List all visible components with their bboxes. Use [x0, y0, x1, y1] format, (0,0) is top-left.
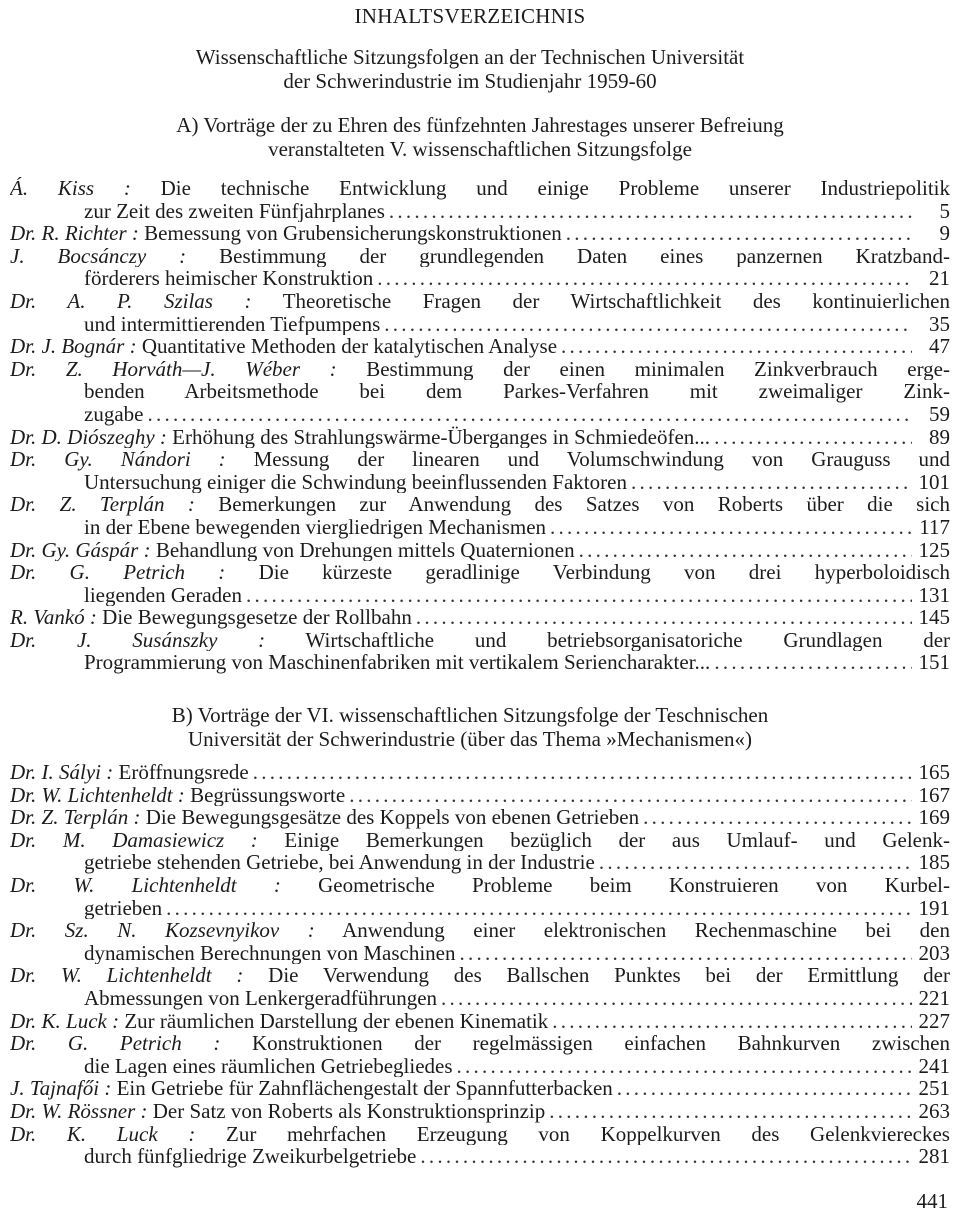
dot-leader — [552, 1010, 912, 1033]
toc-page-number: 263 — [918, 1099, 950, 1123]
toc-entry-text: Die technische Entwicklung und einige Probleme unserer Industriepolitik — [160, 177, 950, 200]
toc-entry-text: Die Verwendung des Ballschen Punktes bei der Ermittlung der — [268, 964, 950, 987]
toc-page-number: 191 — [918, 896, 950, 920]
dot-leader — [416, 606, 912, 629]
subtitle-line: Wissenschaftliche Sitzungsfolgen an der Technischen Universität — [195, 45, 745, 69]
dot-leader — [389, 200, 912, 223]
toc-entry-line — [10, 919, 950, 942]
toc-entry — [10, 335, 950, 358]
dot-leader — [166, 897, 912, 920]
toc-entry-text: Bemerkungen zur Anwendung des Satzes von Roberts über die sich — [218, 493, 950, 516]
toc-page-number: 59 — [929, 402, 950, 426]
toc-entry-line — [10, 1100, 950, 1123]
toc-author: Dr. Sz. N. Kozsevnyikov : — [10, 919, 315, 942]
toc-entry — [10, 1032, 950, 1077]
dot-leader — [550, 516, 912, 539]
toc-entry-text: Quantitative Methoden der katalytischen Analyse — [141, 335, 558, 358]
page-number: 441 — [916, 1189, 948, 1213]
toc-author: Á. Kiss : — [10, 177, 131, 200]
toc-entry-line — [10, 177, 950, 200]
section-heading-line: A) Vorträge der zu Ehren des fünfzehnten Jahrestages unserer Befreiung — [176, 113, 784, 137]
toc-entry-text-wrap — [84, 1055, 453, 1078]
toc-entry — [10, 1010, 950, 1033]
toc-entry — [10, 919, 950, 964]
toc-entry-line — [10, 761, 950, 784]
toc-entry-text-wrap — [84, 987, 437, 1010]
toc-author: J. Tajnafői : — [10, 1077, 112, 1100]
dot-leader — [377, 267, 912, 290]
section-b-heading — [0, 703, 950, 751]
dot-leader — [631, 471, 912, 494]
toc-entry-text: liegenden Geraden — [84, 583, 243, 607]
toc-page-number: 165 — [918, 761, 950, 784]
toc-entry-line — [10, 471, 950, 494]
toc-entry-text: Die Bewegungsgesetze der Rollbahn — [102, 606, 412, 629]
toc-page-number: 169 — [918, 806, 950, 829]
toc-entry-line — [10, 651, 950, 674]
toc-author: Dr. M. Damasiewicz : — [10, 828, 258, 852]
toc-author: Dr. Z. Terplán : — [10, 493, 195, 516]
toc-entry-text: Zur räumlichen Darstellung der ebenen Kinematik — [124, 1009, 549, 1033]
toc-entry — [10, 1100, 950, 1123]
toc-entry-text: Theoretische Fragen der Wirtschaftlichkeit des kontinuierlichen — [282, 289, 950, 313]
toc-author: Dr. I. Sályi : — [10, 761, 114, 784]
toc-page-number: 281 — [918, 1145, 950, 1168]
dot-leader — [643, 806, 912, 829]
toc-entry-text-wrap — [10, 761, 249, 784]
toc-entry-text-wrap — [84, 651, 710, 674]
toc-page-number: 35 — [929, 312, 950, 336]
toc-entry-text: getriebe stehenden Getriebe, bei Anwendung in der Industrie — [84, 851, 595, 874]
toc-entry-line — [10, 561, 950, 584]
toc-author: Dr. G. Petrich : — [10, 1032, 221, 1055]
toc-entry-line — [10, 851, 950, 874]
toc-entry-text: Einige Bemerkungen bezüglich der aus Umlauf- und Gelenk- — [284, 828, 950, 852]
toc-entry-line — [10, 1077, 950, 1100]
toc-entry-text: Die Bewegungsgesätze des Koppels von ebenen Getrieben — [145, 806, 640, 829]
toc-entry-line — [10, 426, 950, 449]
toc-entry-line — [10, 987, 950, 1010]
section-heading-line: B) Vorträge der VI. wissenschaftlichen Sitzungsfolge der Teschnischen — [171, 703, 769, 727]
toc-entry-text-wrap — [10, 784, 345, 807]
toc-page-number: 5 — [939, 199, 950, 223]
toc-entry-text: Programmierung von Maschinenfabriken mit vertikalem Seriencharakter... — [84, 651, 711, 675]
toc-entry-line — [10, 1123, 950, 1146]
toc-entry — [10, 561, 950, 606]
subtitle-line: der Schwerindustrie im Studienjahr 1959-60 — [283, 69, 657, 93]
toc-entry-text-wrap — [10, 222, 562, 245]
toc-entry — [10, 539, 950, 562]
dot-leader — [566, 222, 912, 245]
dot-leader — [579, 539, 912, 562]
toc-entry-line — [10, 1145, 950, 1168]
toc-page-number: 151 — [918, 651, 950, 675]
toc-entry-text-wrap — [84, 267, 373, 290]
dot-leader — [441, 987, 912, 1010]
toc-page-number: 125 — [918, 538, 950, 562]
toc-author: J. Bocsánczy : — [10, 244, 187, 268]
toc-author: Dr. W. Rössner : — [10, 1099, 148, 1123]
toc-entry-text-wrap — [10, 806, 639, 829]
toc-entry-text: Der Satz von Roberts als Konstruktionsprinzip — [152, 1099, 546, 1123]
dot-leader — [459, 942, 912, 965]
toc-page-number: 167 — [918, 783, 950, 807]
toc-entry — [10, 222, 950, 245]
toc-entry — [10, 874, 950, 919]
toc-page-number: 47 — [929, 335, 950, 358]
toc-entry — [10, 1077, 950, 1100]
dot-leader — [714, 426, 912, 449]
toc-entry-text: Bemessung von Grubensicherungskonstruktionen — [144, 222, 562, 245]
toc-entry-line — [10, 964, 950, 987]
dot-leader — [384, 313, 912, 336]
toc-page-number: 221 — [918, 986, 950, 1010]
dot-leader — [457, 1055, 912, 1078]
toc-page-number: 185 — [918, 851, 950, 874]
toc-entry-text: und intermittierenden Tiefpumpens — [84, 312, 381, 336]
section-heading-line: veranstalteten V. wissenschaftlichen Sitzungsfolge — [268, 137, 692, 161]
toc-entry-line — [10, 380, 950, 403]
toc-entry-line — [10, 1055, 950, 1078]
toc-entry — [10, 448, 950, 493]
toc-page-number: 21 — [929, 267, 950, 290]
toc-entry-line — [10, 448, 950, 471]
toc-author: Dr. Gy. Nándori : — [10, 448, 226, 471]
toc-page-number: 251 — [918, 1077, 950, 1100]
page-title: INHALTSVERZEICHNIS — [354, 4, 586, 28]
dot-leader — [549, 1100, 912, 1123]
section-a-list — [10, 177, 950, 674]
toc-entry-text-wrap — [84, 313, 380, 336]
toc-author: Dr. J. Susánszky : — [10, 628, 266, 652]
toc-entry-text: Erhöhung des Strahlungswärme-Überganges in Schmiedeöfen... — [172, 425, 711, 449]
toc-entry-line — [10, 493, 950, 516]
toc-entry-line — [10, 358, 950, 381]
toc-entry-line — [10, 290, 950, 313]
toc-entry-text: Messung der linearen und Volumschwindung von Grauguss und — [253, 448, 950, 471]
toc-entry-line — [10, 942, 950, 965]
toc-entry-line — [10, 584, 950, 607]
toc-entry-text: Anwendung einer elektronischen Rechenmaschine bei den — [342, 919, 950, 942]
toc-page-number: 101 — [918, 470, 950, 494]
dot-leader — [253, 761, 912, 784]
toc-entry-text-wrap — [10, 335, 557, 358]
toc-entry-text: Die kürzeste geradlinige Verbindung von drei hyperboloidisch — [258, 561, 950, 584]
toc-page-number: 89 — [929, 425, 950, 449]
toc-author: Dr. Z. Terplán : — [10, 806, 141, 829]
toc-entry-text: förderers heimischer Konstruktion — [84, 267, 374, 290]
toc-entry — [10, 426, 950, 449]
section-b-list — [10, 761, 950, 1168]
toc-entry-text-wrap — [84, 1145, 416, 1168]
toc-entry-text: Abmessungen von Lenkergeradführungen — [84, 986, 438, 1010]
toc-entry-line — [10, 335, 950, 358]
toc-entry — [10, 761, 950, 784]
toc-entry-text: benden Arbeitsmethode bei dem Parkes-Verfahren mit zweimaliger Zink- — [84, 380, 950, 403]
toc-entry-text: Untersuchung einiger die Schwindung beeinflussenden Faktoren — [84, 470, 627, 494]
toc-page-number: 227 — [918, 1009, 950, 1033]
toc-entry — [10, 177, 950, 222]
toc-entry-line — [10, 222, 950, 245]
dot-leader — [599, 851, 912, 874]
toc-entry-line — [10, 806, 950, 829]
toc-entry-text: zugabe — [84, 402, 144, 426]
dot-leader — [246, 584, 912, 607]
page-subtitle — [0, 45, 940, 93]
toc-entry-text-wrap — [84, 897, 162, 920]
toc-entry-text: Behandlung von Drehungen mittels Quaternionen — [155, 538, 575, 562]
toc-entry — [10, 629, 950, 674]
toc-author: Dr. J. Bognár : — [10, 335, 137, 358]
toc-entry-text-wrap — [84, 584, 242, 607]
toc-page-number: 131 — [918, 583, 950, 607]
toc-entry — [10, 290, 950, 335]
toc-entry-text-wrap — [10, 426, 710, 449]
toc-author: Dr. Gy. Gáspár : — [10, 538, 151, 562]
toc-entry-line — [10, 403, 950, 426]
toc-entry-text: durch fünfgliedrige Zweikurbelgetriebe — [84, 1145, 417, 1168]
dot-leader — [349, 784, 912, 807]
toc-entry-text: Konstruktionen der regelmässigen einfachen Bahnkurven zwischen — [251, 1032, 950, 1055]
toc-author: Dr. Z. Horváth—J. Wéber : — [10, 357, 337, 381]
toc-entry — [10, 1123, 950, 1168]
toc-entry-text: Bestimmung der einen minimalen Zinkverbrauch erge- — [366, 357, 950, 381]
toc-entry-line — [10, 245, 950, 268]
toc-author: Dr. A. P. Szilas : — [10, 289, 252, 313]
toc-entry — [10, 606, 950, 629]
toc-entry — [10, 829, 950, 874]
toc-entry-line — [10, 897, 950, 920]
toc-entry-text: Begrüssungsworte — [190, 783, 346, 807]
toc-entry-text: dynamischen Berechnungen von Maschinen — [84, 941, 456, 965]
toc-entry-text-wrap — [10, 1010, 548, 1033]
toc-entry-text: zur Zeit des zweiten Fünfjahrplanes — [84, 199, 385, 223]
toc-author: Dr. D. Diószeghy : — [10, 425, 167, 449]
toc-entry-line — [10, 829, 950, 852]
toc-entry-text: Eröffnungsrede — [118, 761, 249, 784]
toc-page-number: 241 — [918, 1054, 950, 1078]
toc-page-number: 9 — [939, 222, 950, 245]
toc-entry-text-wrap — [84, 851, 595, 874]
toc-entry-line — [10, 606, 950, 629]
toc-page-number: 117 — [919, 515, 950, 539]
toc-entry-text-wrap — [84, 516, 546, 539]
dot-leader — [561, 335, 912, 358]
toc-entry-line — [10, 200, 950, 223]
toc-entry-text-wrap — [10, 1100, 545, 1123]
toc-author: Dr. W. Lichtenheldt : — [10, 964, 244, 987]
toc-author: Dr. K. Luck : — [10, 1009, 120, 1033]
toc-entry-line — [10, 267, 950, 290]
toc-entry-line — [10, 874, 950, 897]
section-a-heading — [0, 113, 960, 161]
toc-author: Dr. W. Lichtenheldt : — [10, 873, 281, 897]
toc-entry-text-wrap — [84, 942, 455, 965]
toc-entry-text: Geometrische Probleme beim Konstruieren von Kurbel- — [318, 873, 950, 897]
dot-leader — [147, 403, 912, 426]
toc-entry-text-wrap — [10, 606, 412, 629]
toc-entry-text: Zur mehrfachen Erzeugung von Koppelkurven des Gelenkviereckes — [226, 1122, 950, 1146]
toc-entry-text-wrap — [84, 471, 627, 494]
toc-entry — [10, 358, 950, 426]
toc-author: R. Vankó : — [10, 606, 97, 629]
toc-entry — [10, 493, 950, 538]
toc-entry-text-wrap — [84, 200, 385, 223]
toc-page-number: 145 — [918, 606, 950, 629]
toc-entry-line — [10, 1032, 950, 1055]
toc-entry-text: getrieben — [84, 896, 163, 920]
section-heading-line: Universität der Schwerindustrie (über das Thema »Mechanismen«) — [187, 727, 753, 751]
toc-entry-line — [10, 784, 950, 807]
toc-entry — [10, 245, 950, 290]
toc-entry-text: Bestimmung der grundlegenden Daten eines panzernen Kratzband- — [219, 244, 950, 268]
toc-entry-line — [10, 539, 950, 562]
toc-entry-text: in der Ebene bewegenden viergliedrigen Mechanismen — [84, 515, 547, 539]
toc-entry-line — [10, 313, 950, 336]
toc-page-number: 203 — [918, 941, 950, 965]
toc-entry-line — [10, 516, 950, 539]
toc-author: Dr. G. Petrich : — [10, 561, 226, 584]
dot-leader — [617, 1077, 912, 1100]
toc-author: Dr. W. Lichtenheldt : — [10, 783, 185, 807]
toc-entry — [10, 964, 950, 1009]
toc-entry-text-wrap — [84, 403, 143, 426]
toc-author: Dr. R. Richter : — [10, 222, 139, 245]
toc-entry — [10, 784, 950, 807]
toc-author: Dr. K. Luck : — [10, 1122, 196, 1146]
toc-entry-line — [10, 1010, 950, 1033]
toc-entry — [10, 806, 950, 829]
toc-entry-text: Ein Getriebe für Zahnflächengestalt der Spannfutterbacken — [116, 1077, 613, 1100]
dot-leader — [714, 651, 912, 674]
dot-leader — [420, 1145, 912, 1168]
toc-entry-text-wrap — [10, 539, 575, 562]
toc-entry-text: Wirtschaftliche und betriebsorganisatoriche Grundlagen der — [305, 628, 950, 652]
toc-entry-line — [10, 629, 950, 652]
toc-entry-text-wrap — [10, 1077, 613, 1100]
toc-entry-text: die Lagen eines räumlichen Getriebegliedes — [84, 1054, 453, 1078]
